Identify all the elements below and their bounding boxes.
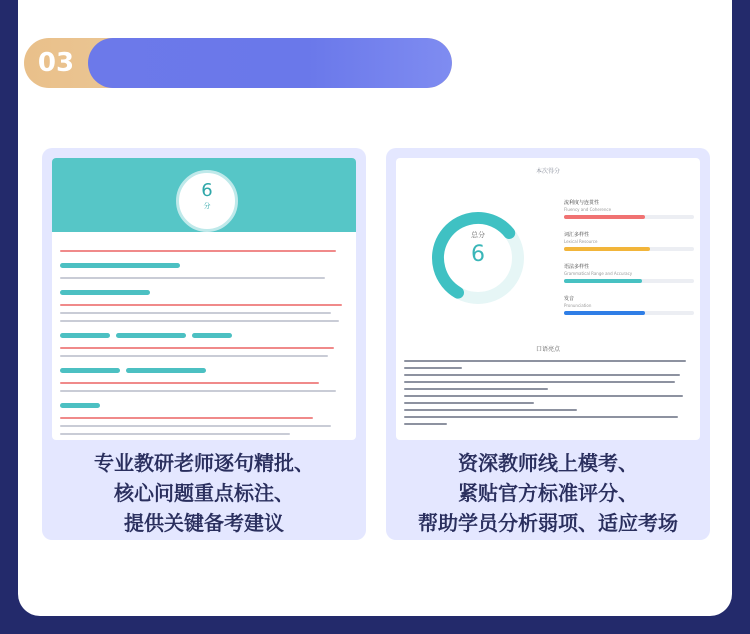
caption-line: 核心问题重点标注、 [114,481,294,505]
highlights-title: 口语亮点 [535,346,560,353]
gauge-label: 总分 [471,231,485,239]
metric-fluency [564,200,694,219]
metric-bar [564,247,650,251]
score-unit: 分 [203,202,211,210]
metric-grammar [564,264,694,283]
metric-bar [564,279,642,283]
metric-name: 语法多样性 [564,264,590,270]
metric-sub: Grammatical Range and Accuracy [564,271,633,276]
section-number: 03 [37,48,75,78]
metric-sub: Fluency and Coherence [564,207,612,212]
metric-pronunciation [564,296,694,315]
metric-name: 流利度与连贯性 [564,200,600,206]
caption-line: 帮助学员分析弱项、适应考场 [418,511,678,535]
caption-line: 提供关键备考建议 [124,511,284,535]
metric-name: 词汇多样性 [564,232,590,238]
speaking-feedback-text [404,360,692,430]
metric-lexical [564,232,694,251]
score-value: 6 [201,180,213,201]
essay-correction-screenshot [52,158,356,440]
writing-correction-card [42,148,366,540]
speaking-report-screenshot [396,158,700,440]
score-badge [176,170,238,232]
speaking-mock-card [386,148,710,540]
metric-sub: Pronunciation [564,303,592,308]
metric-bar [564,215,645,219]
metric-name: 发音 [564,296,575,302]
caption-line: 专业教研老师逐句精批、 [94,451,314,475]
section-title: 写作+口语 资深教师助力学 [98,12,373,37]
metric-sub: Lexical Resource [564,239,598,244]
writing-card-caption [42,448,366,538]
caption-line: 资深教师线上模考、 [458,451,638,475]
gauge-value: 6 [471,242,485,267]
report-title: 本次得分 [535,168,560,175]
metric-bar [564,311,645,315]
speaking-card-caption [386,448,710,538]
caption-line: 紧贴官方标准评分、 [458,481,638,505]
annotated-essay-text [60,250,348,440]
